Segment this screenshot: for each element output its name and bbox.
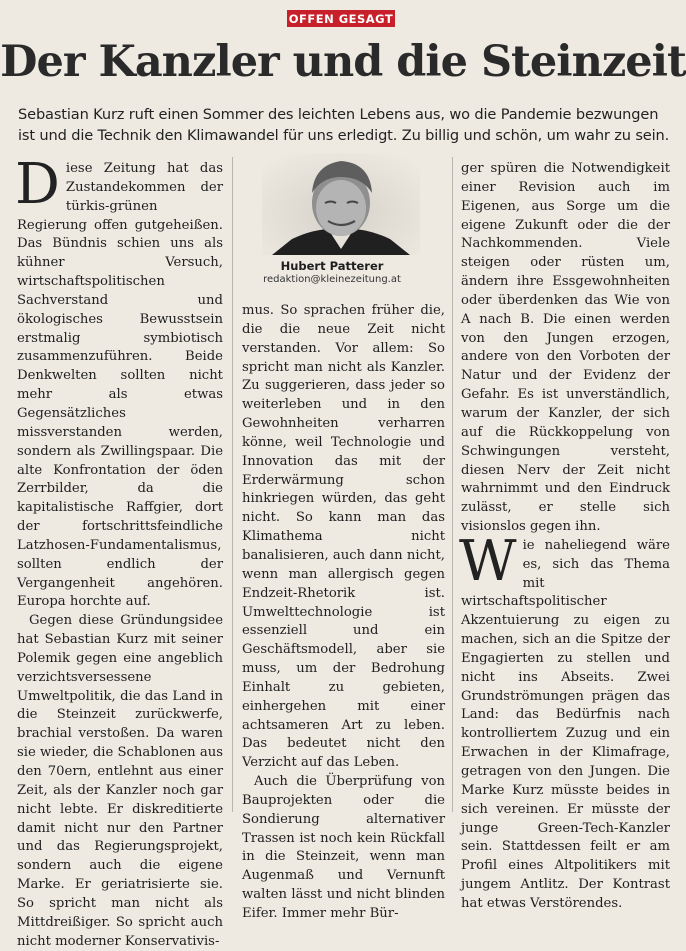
column-divider-2 <box>452 157 453 812</box>
column-divider-1 <box>232 157 233 812</box>
paragraph: mus. So sprachen früher die, die die neue Zeit nicht verstanden. Vor allem: So spricht man nicht als Kanzler. Zu suggerieren, dass jeder so weiterleben und in den Gewohnheiten verharren könne, weil Technologie und Innovation das mit der Erderwärmung schon hinkriegen würden, das geht nicht. So kann man das Klimathema nicht banalisieren, auch dann nicht, wenn man allergisch gegen Endzeit-Rhetorik ist. Umwelttechnologie ist essenziell und ein Geschäftsmodell, aber sie muss, um der Bedrohung Einhalt zu gebieten, einhergehen mit einer achtsameren Art zu leben. Das bedeutet nicht den Verzicht auf das Leben. <box>242 303 445 771</box>
column-1 <box>15 152 223 951</box>
paragraph: ger spüren die Notwendigkeit einer Revision auch im Eigenen, aus Sorge um die eigene Zukunft oder die der Nachkommenden. Viele steigen oder rüsten um, ändern ihre Essgewohnheiten oder überdenken das Wie von A nach B. Die einen werden von den Jungen erzogen, andere von den Vorboten der Natur und der Evidenz der Gefahr. Es ist unverständlich, warum der Kanzler, der sich auf die Rückkoppelung von Schwingungen versteht, diesen Nerv der Zeit nicht wahrnimmt und den Eindruck zulässt, er stelle sich visionslos gegen ihn. <box>461 161 670 535</box>
paragraph-text: ie naheliegend wäre es, sich das Thema mit wirtschaftspolitischer Akzentuierung zu eigen zu machen, sich an die Spitze der Engagierten zu stellen und nicht ins Abseits. Zwei Grundströmungen prägen das Land: das Bedürfnis nach kontrolliertem Zuzug und ein Erwachen in der Klimafrage, getragen von den Jungen. Die Marke Kurz müsste beides in sich vereinen. Er müsste der junge Green-Tech-Kanzler sein. Stattdessen feilt er am Profil eines Altpolitikers mit jungem Antlitz. Der Kontrast hat etwas Verstörendes. <box>461 537 670 911</box>
paragraph <box>459 528 670 914</box>
author-photo <box>262 153 420 255</box>
drop-cap: W <box>459 528 517 594</box>
paragraph-text: iese Zeitung hat das Zustandekommen der türkis-grünen Regierung offen gutgeheißen. Das Bündnis schien uns als kühner Versuch, wirtschaftspolitischen Sachverstand und ökologisches Bewusstsein erstmalig symbiotisch zusammenzuführen. Beide Denkwelten sollten nicht mehr als etwas Gegensätzliches missverstanden werden, sondern als Zwillingspaar. Die alte Konfrontation der öden Zerrbilder, da die kapitalistische Raffgier, dort der fortschrittsfeindliche Latzhosen-Fundamentalismus, sollten endlich der Vergangenheit angehören. Europa horchte auf. <box>17 161 223 610</box>
paragraph: Gegen diese Gründungsidee hat Sebastian Kurz mit seiner Polemik gegen eine angeblich verzichtsversessene Umweltpolitik, die das Land in die Steinzeit zurückwerfe, brachial verstoßen. Da waren sie wieder, die Schablonen aus den 70ern, entlehnt aus einer Zeit, als der Kanzler noch gar nicht lebte. Er diskreditierte damit nicht nur den Partner und das Regierungsprojekt, sondern auch die eigene Marke. Er geriatrisierte sie. So spricht man nicht als Mittdreißiger. So spricht auch nicht moderner Konservativis- <box>17 613 223 949</box>
headline: Der Kanzler und die Steinzeit <box>0 37 686 87</box>
standfirst: Sebastian Kurz ruft einen Sommer des leichten Lebens aus, wo die Pandemie bezwungen ist und die Technik den Klimawandel für uns erledigt. Zu billig und schön, um wahr zu sein. <box>18 106 670 144</box>
column-2 <box>242 302 445 924</box>
author-email: redaktion@kleinezeitung.at <box>263 274 401 285</box>
column-3 <box>461 160 670 914</box>
paragraph <box>15 152 223 612</box>
section-kicker: OFFEN GESAGT <box>288 11 394 26</box>
paragraph: Auch die Überprüfung von Bauprojekten oder die Sondierung alternativer Trassen ist noch kein Rückfall in die Steinzeit, wenn man Augenmaß und Vernunft walten lässt und nicht blinden Eifer. Immer mehr Bür- <box>242 774 445 921</box>
drop-cap: D <box>15 152 60 217</box>
author-name: Hubert Patterer <box>280 259 384 273</box>
